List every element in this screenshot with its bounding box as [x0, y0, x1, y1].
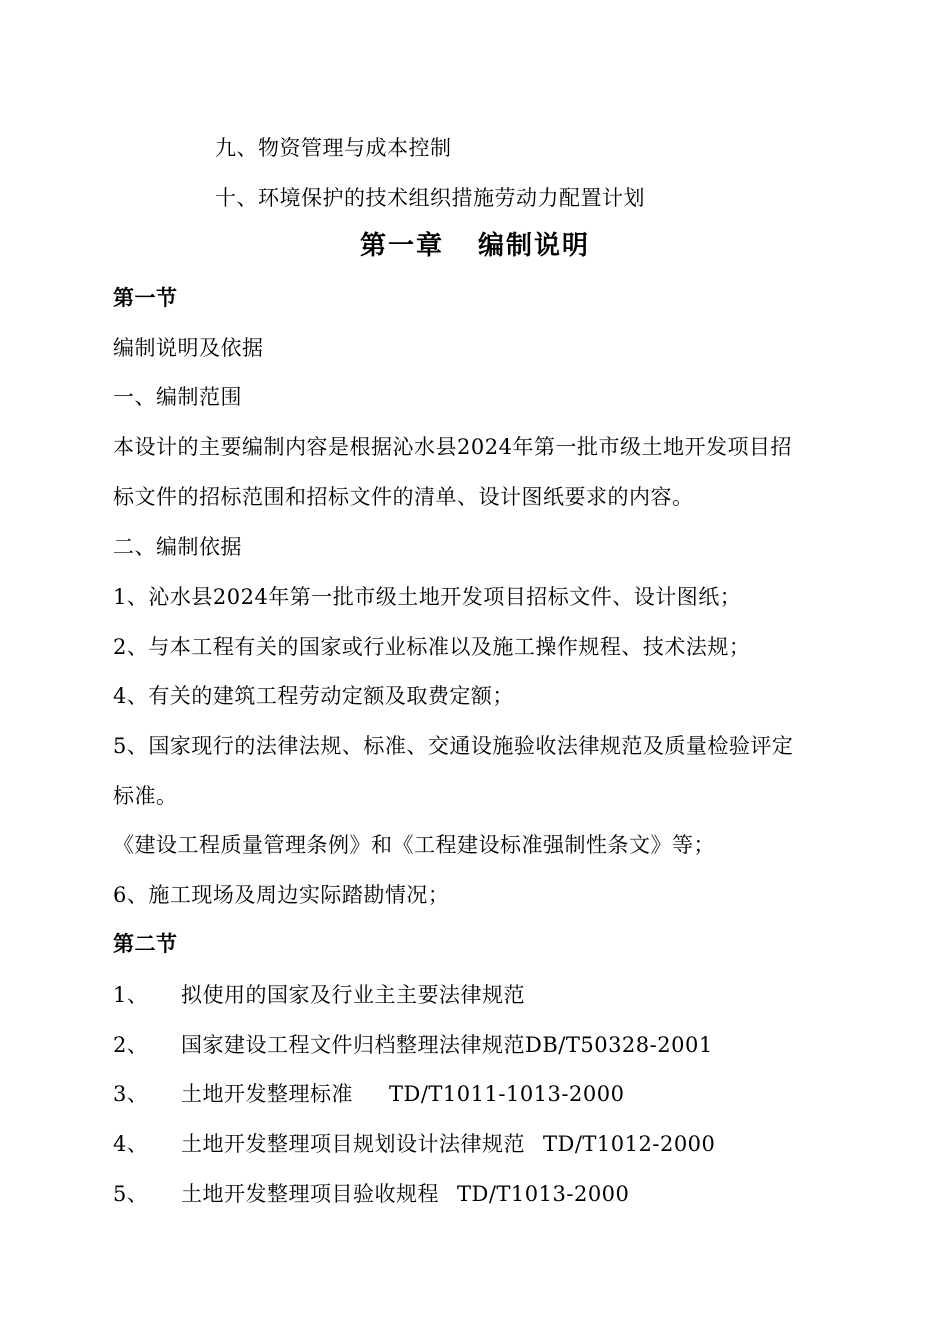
- standard-item-num: 4、: [113, 1132, 149, 1156]
- basis-item-4: 4、有关的建筑工程劳动定额及取费定额；: [113, 684, 514, 708]
- toc-item-9: 九、物资管理与成本控制: [215, 136, 452, 160]
- standard-item-4: [113, 1129, 715, 1159]
- basis-item-5-cont: 标准。: [113, 784, 178, 808]
- basis-item-1: 1、沁水县2024年第一批市级土地开发项目招标文件、设计图纸；: [113, 585, 742, 609]
- basis-item-5: 5、国家现行的法律法规、标准、交通设施验收法律规范及质量检验评定: [113, 734, 794, 758]
- scope-text-line-1: 本设计的主要编制内容是根据沁水县2024年第一批市级土地开发项目招: [113, 435, 792, 459]
- standard-item-code: TD/T1011-1013-2000: [389, 1082, 625, 1106]
- standard-item-num: 3、: [113, 1082, 149, 1106]
- chapter-number: 第一章: [359, 231, 444, 261]
- section-1-title: 编制说明及依据: [113, 336, 264, 360]
- basis-item-6: 6、施工现场及周边实际踏勘情况；: [113, 883, 450, 907]
- chapter-title: [0, 231, 950, 261]
- toc-item-10: 十、环境保护的技术组织措施劳动力配置计划: [215, 186, 645, 210]
- standard-item-num: 5、: [113, 1182, 149, 1206]
- standard-item-text: 拟使用的国家及行业主主要法律规范: [181, 983, 525, 1007]
- standard-item-3: [113, 1079, 624, 1109]
- section-2-heading: 第二节: [113, 931, 178, 956]
- chapter-name: 编制说明: [478, 231, 591, 261]
- standard-item-2: [113, 1030, 713, 1060]
- standard-item-text: 土地开发整理标准: [181, 1082, 353, 1106]
- standard-item-code: TD/T1013-2000: [457, 1182, 630, 1206]
- scope-heading: 一、编制范围: [113, 385, 242, 409]
- basis-regulations: 《建设工程质量管理条例》和《工程建设标准强制性条文》等；: [113, 833, 715, 857]
- standard-item-text: 土地开发整理项目验收规程: [181, 1182, 439, 1206]
- section-1-heading: 第一节: [113, 285, 178, 310]
- standard-item-code: TD/T1012-2000: [543, 1132, 716, 1156]
- scope-text-line-2: 标文件的招标范围和招标文件的清单、设计图纸要求的内容。: [113, 485, 694, 509]
- standard-item-num: 1、: [113, 983, 149, 1007]
- basis-heading: 二、编制依据: [113, 535, 242, 559]
- standard-item-5: [113, 1179, 629, 1209]
- standard-item-text: 国家建设工程文件归档整理法律规范DB/T50328-2001: [181, 1033, 713, 1057]
- basis-item-2: 2、与本工程有关的国家或行业标准以及施工操作规程、技术法规；: [113, 635, 751, 659]
- standard-item-num: 2、: [113, 1033, 149, 1057]
- standard-item-1: [113, 980, 525, 1010]
- standard-item-text: 土地开发整理项目规划设计法律规范: [181, 1132, 525, 1156]
